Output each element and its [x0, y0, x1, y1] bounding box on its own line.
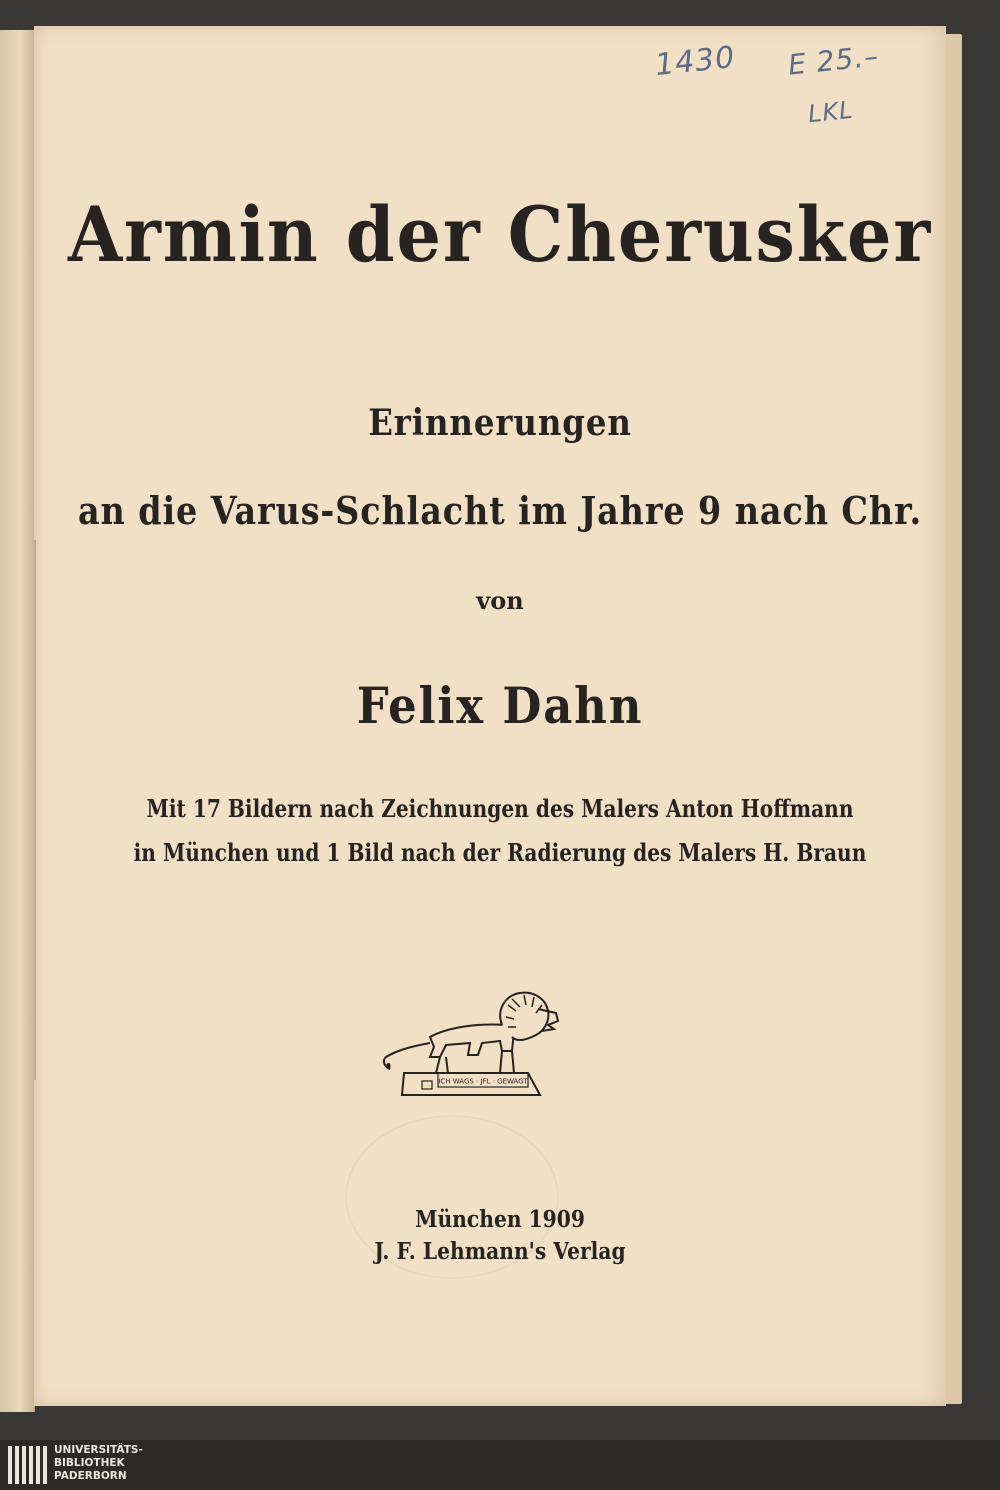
subtitle-line-1: Erinnerungen	[368, 402, 632, 444]
publisher-name: J. F. Lehmann's Verlag	[374, 1238, 626, 1265]
catalog-note: LKL	[806, 95, 855, 129]
binding-stitch	[34, 540, 36, 1080]
left-page-edge	[0, 30, 35, 1412]
library-name-line-1: UNIVERSITÄTS-	[54, 1444, 143, 1456]
library-name-line-3: PADERBORN	[54, 1470, 127, 1482]
shelfmark-note: 1430	[653, 39, 737, 84]
place-and-year: München 1909	[415, 1206, 585, 1233]
illustrations-line-1: Mit 17 Bildern nach Zeichnungen des Malers Anton Hoffmann	[146, 794, 854, 823]
subtitle-line-2: an die Varus-Schlacht im Jahre 9 nach Chr.	[77, 488, 923, 533]
library-name	[54, 1444, 143, 1483]
library-footer-bar	[0, 1440, 1000, 1490]
library-bars-icon	[6, 1444, 50, 1486]
by-label: von	[476, 586, 524, 615]
publisher-lion-logo	[378, 985, 568, 1103]
illustrations-line-2: in München und 1 Bild nach der Radierung des Malers H. Braun	[133, 838, 867, 867]
publisher-mark-text: ICH WAGS · JFL · GEWAGT	[438, 1077, 528, 1086]
library-name-line-2: BIBLIOTHEK	[54, 1457, 125, 1469]
book-title: Armin der Cherusker	[67, 190, 933, 279]
author-name: Felix Dahn	[356, 676, 644, 735]
price-note: E 25.–	[786, 39, 881, 82]
